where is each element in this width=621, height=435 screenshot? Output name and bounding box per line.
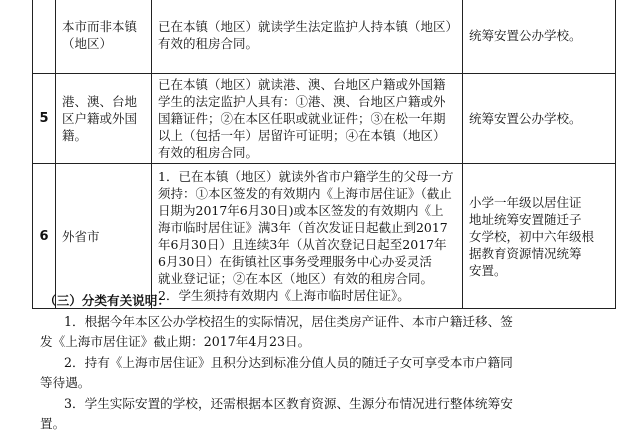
row-number: [33, 0, 56, 74]
note-paragraph: 等待遇。: [40, 375, 91, 390]
note-paragraph: 发《上海市居住证》截止期：2017年4月23日。: [40, 334, 311, 349]
category-cell: [56, 74, 152, 164]
category-text: 区户籍或外国: [62, 111, 138, 126]
requirement-text: 学生的法定监护人具有：①港、澳、台地区户籍或外: [158, 94, 446, 109]
arrangement-text: 女学校，初中六年级根: [469, 228, 595, 244]
arrangement-text: 据教育资源情况统筹: [469, 245, 582, 261]
category-text: 港、澳、台地: [62, 94, 138, 109]
category-text: 本市而非本镇: [62, 19, 138, 34]
arrangement-text: 安置。: [469, 262, 507, 278]
requirement-text: 6月30日）在街镇社区事务受理服务中心办妥灵活: [158, 254, 432, 269]
row-number: 5: [33, 74, 56, 164]
requirement-text: 2．学生须持有效期内《上海市临时居住证》。: [158, 288, 410, 303]
table-row: [33, 0, 616, 74]
requirement-cell: [152, 74, 463, 164]
row-number: 6: [33, 164, 56, 309]
arrangement-text: 统筹安置公办学校。: [469, 111, 582, 126]
requirement-text: 有效的租房合同。: [158, 36, 259, 51]
arrangement-text: 统筹安置公办学校。: [469, 27, 582, 43]
note-paragraph: 3．学生实际安置的学校，还需根据本区教育资源、生源分布情况进行整体统筹安: [64, 395, 513, 411]
requirement-cell: [152, 164, 463, 309]
requirement-text: 海市临时居住证》满3年（首次发证日起截止到2017: [158, 220, 448, 235]
arrangement-cell: [463, 74, 616, 164]
category-text: 籍。: [62, 128, 88, 143]
requirement-text: 1．已在本镇（地区）就读外省市户籍学生的父母一方: [158, 169, 454, 184]
arrangement-text: 小学一年级以居住证: [469, 194, 582, 210]
arrangement-cell: [463, 0, 616, 74]
requirement-text: 须持：①本区签发的有效期内《上海市居住证》（截止: [158, 186, 452, 201]
arrangement-text: 地址统筹安置随迁子: [469, 211, 582, 227]
note-paragraph: 置。: [40, 416, 66, 431]
requirement-cell: [152, 0, 463, 74]
arrangement-cell: [463, 164, 616, 309]
category-cell: [56, 0, 152, 74]
requirement-text: 有效的租房合同。: [158, 145, 259, 160]
requirement-text: 就业登记证；②在本区（地区）有效的租房合同。: [158, 271, 434, 286]
requirement-text: 年6月30日）且连续3年（从首次登记日起至2017年: [158, 237, 447, 252]
requirement-text: 日期为2017年6月30日)或本区签发的有效期内《上: [158, 203, 444, 218]
requirement-text: 已在本镇（地区）就读港、澳、台地区户籍或外国籍: [158, 77, 446, 92]
table-row: [33, 74, 616, 164]
category-text: （地区）: [62, 36, 113, 51]
table-row: [33, 164, 616, 309]
note-paragraph: 2．持有《上海市居住证》且积分达到标准分值人员的随迁子女可享受本市户籍同: [64, 354, 513, 370]
admission-policy-table: [32, 0, 616, 309]
requirement-text: 已在本镇（地区）就读学生法定监护人持本镇（地区）: [158, 19, 459, 34]
classification-notes: [40, 291, 616, 435]
notes-heading: （三）分类有关说明：: [44, 293, 170, 308]
requirement-text: 以上（包括一年）居留许可证明；④在本镇（地区）: [158, 128, 446, 143]
note-paragraph: 1．根据今年本区公办学校招生的实际情况，居住类房产证件、本市户籍迁移、签: [64, 313, 513, 329]
requirement-text: 国籍证件；②在本区任职或就业证件；③在松一年期: [158, 111, 446, 126]
category-cell: [56, 164, 152, 309]
category-text: 外省市: [62, 228, 100, 244]
